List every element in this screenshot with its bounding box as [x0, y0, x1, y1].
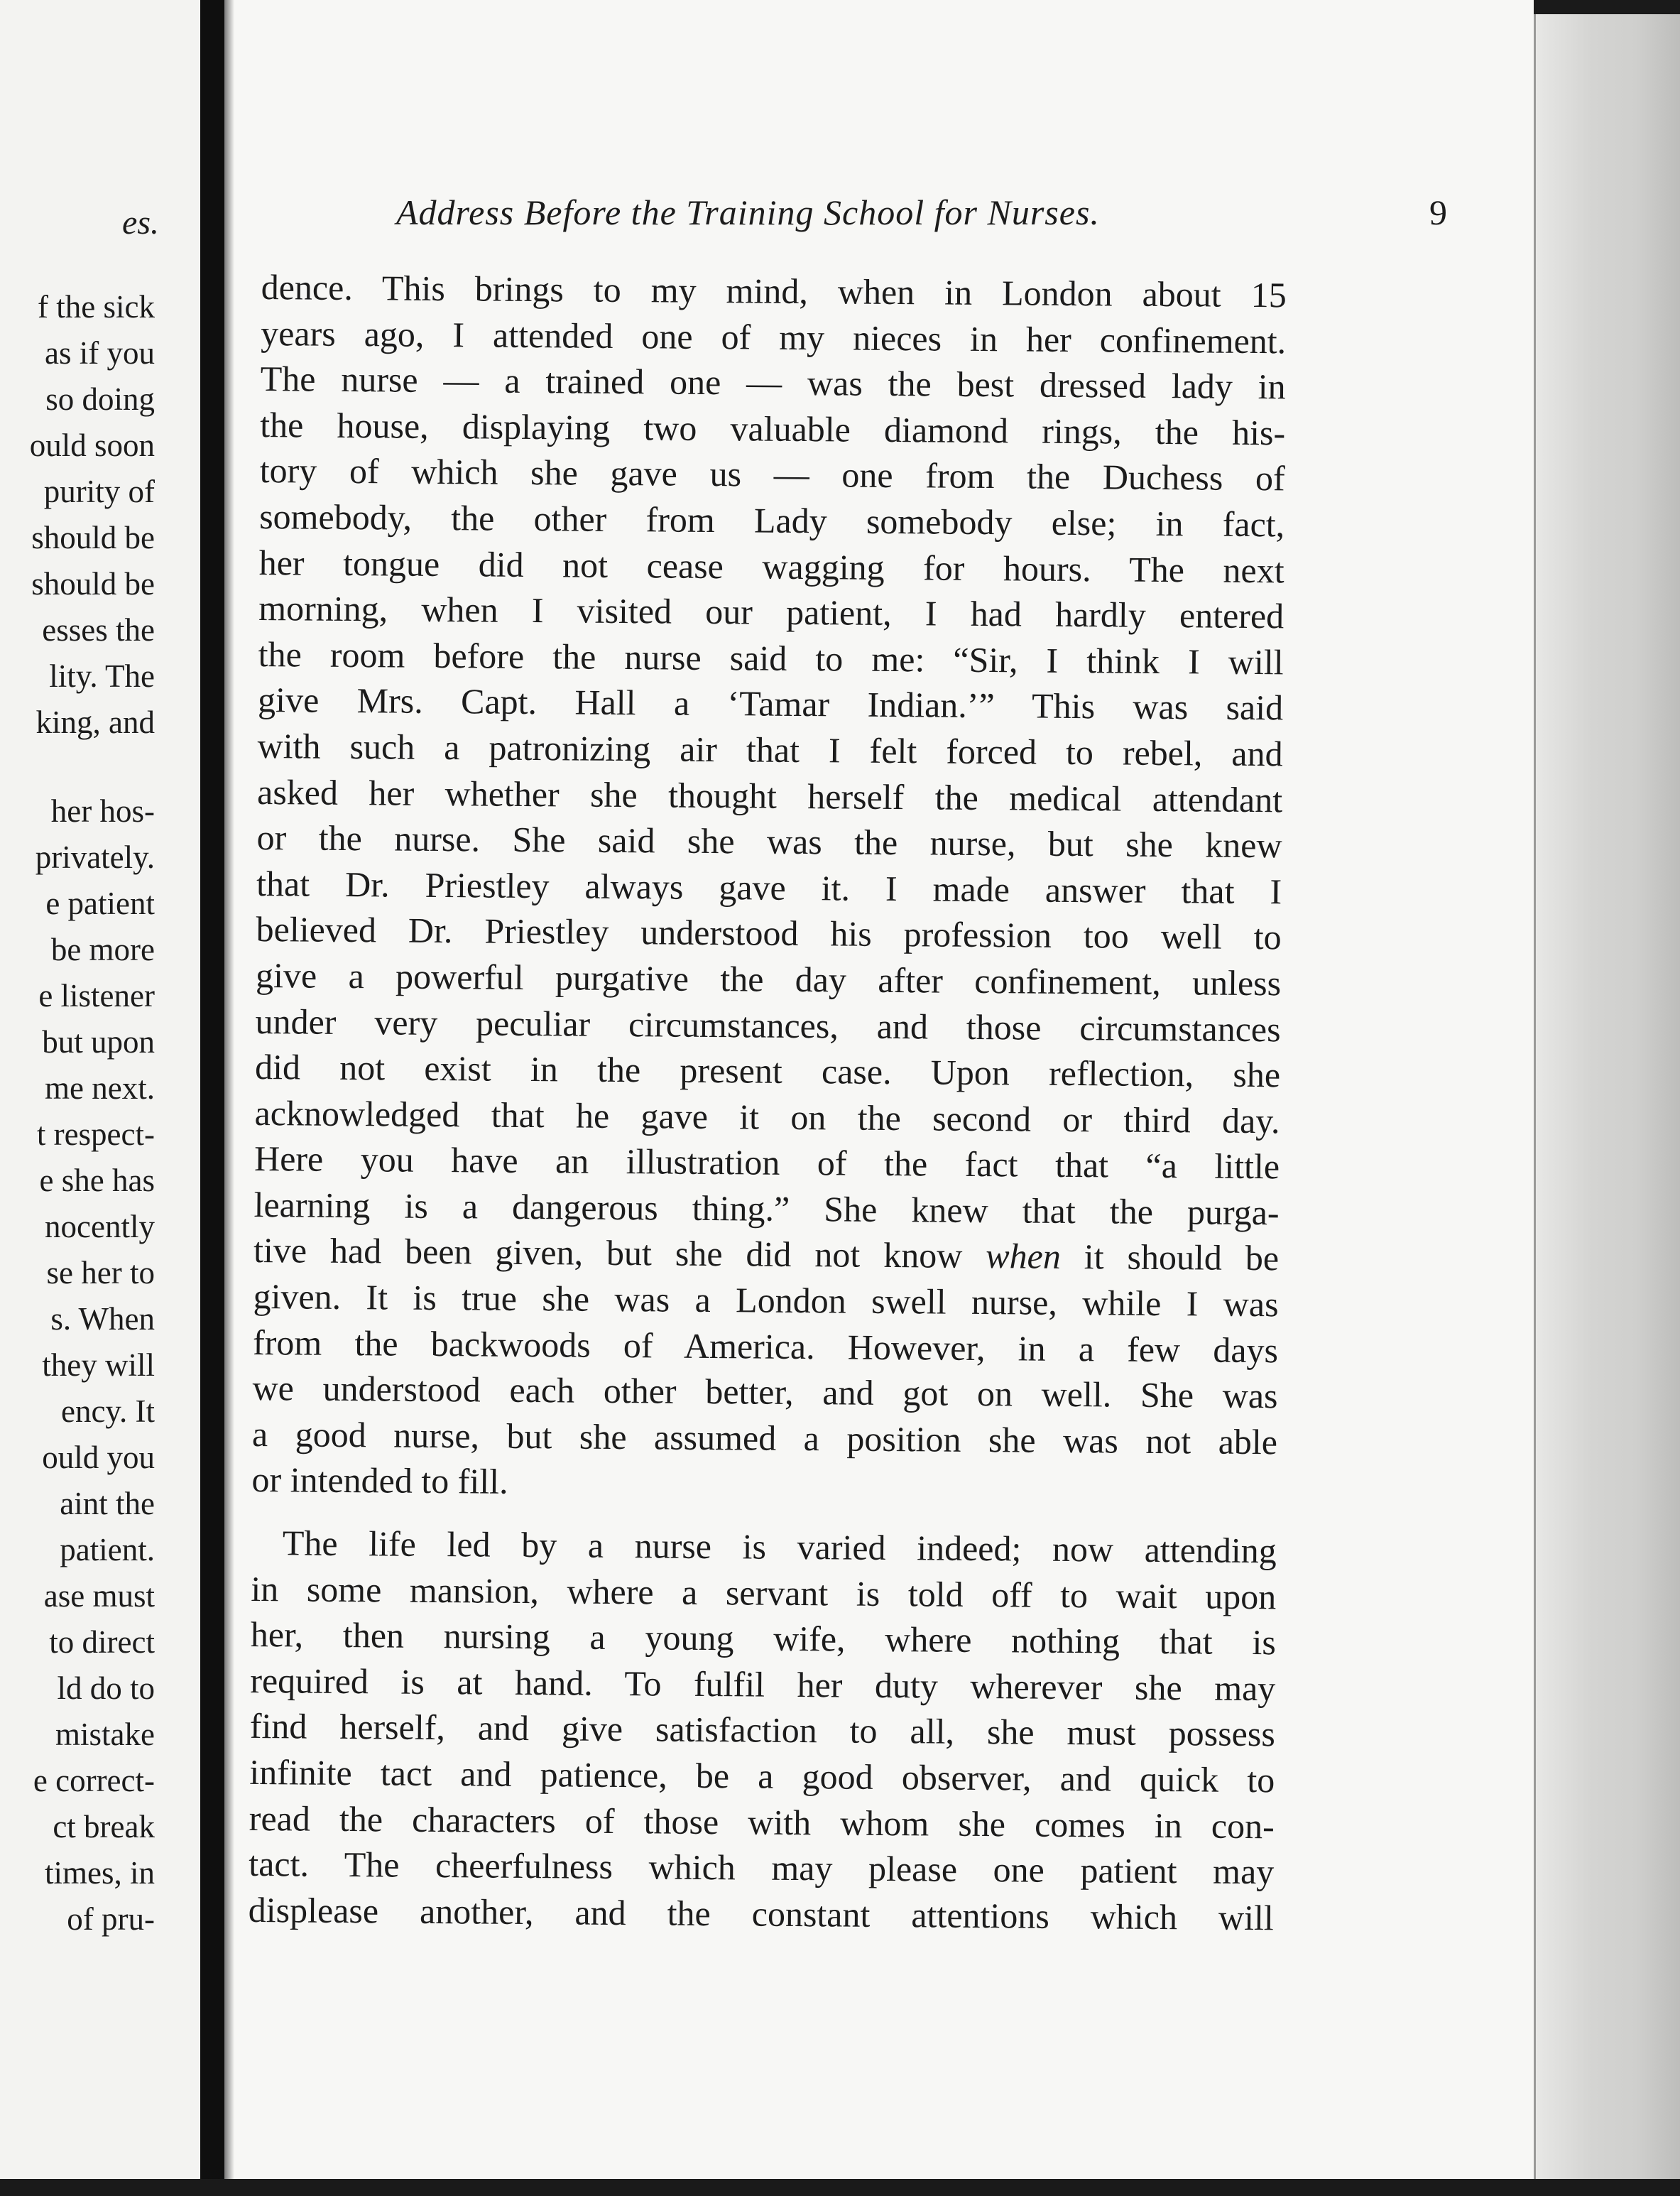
left-page-line: purity of [43, 474, 155, 509]
text-line: give a powerful purgative the day after confinement, unless [255, 955, 1282, 1004]
scan-border-top [1534, 0, 1680, 14]
text-line: required is at hand. To fulfil her duty wherever she may [250, 1660, 1276, 1709]
left-page-line: e listener [38, 978, 155, 1013]
left-page-line: e correct- [33, 1763, 155, 1798]
text-line: The nurse — a trained one — was the best dressed lady in [260, 359, 1286, 407]
left-page-line: be more [50, 932, 155, 967]
right-page [234, 0, 1534, 2196]
left-page-line: ase must [43, 1578, 155, 1614]
text-line: morning, when I visited our patient, I had hardly entered [258, 588, 1284, 636]
text-line: acknowledged that he gave it on the second or third day. [254, 1092, 1280, 1141]
text-line: displease another, and the constant attentions which will [248, 1889, 1274, 1938]
left-page-line: ct break [53, 1809, 155, 1844]
left-page-line: as if you [45, 335, 155, 371]
page-edges [1534, 0, 1680, 2196]
text-line: her tongue did not cease wagging for hours. The next [258, 542, 1284, 590]
text-line: in some mansion, where a servant is told off to wait upon [251, 1568, 1277, 1616]
text-line: tive had been given, but she did not know when it should be [253, 1230, 1280, 1278]
text-line: read the characters of those with whom she comes in con- [249, 1798, 1275, 1846]
text-line: with such a patronizing air that I felt forced to rebel, and [257, 725, 1283, 774]
text-line: tory of which she gave us — one from the Duchess of [259, 450, 1285, 499]
text-line: did not exist in the present case. Upon reflection, she [254, 1047, 1281, 1095]
left-page-line: of pru- [67, 1901, 155, 1937]
left-page-line: they will [42, 1347, 155, 1383]
left-page-text [30, 284, 155, 1942]
left-page-line: should be [31, 566, 155, 602]
paragraph-1 [251, 264, 1287, 1511]
paragraph-2 [249, 1520, 1277, 1941]
left-page-line: times, in [45, 1855, 155, 1891]
text-line: The life led by a nurse is varied indeed; now attending [282, 1523, 1277, 1571]
left-page-line: ould you [42, 1440, 155, 1475]
text-line: that Dr. Priestley always gave it. I made answer that I [256, 863, 1282, 912]
text-line: believed Dr. Priestley understood his profession too well to [256, 909, 1282, 957]
left-page-line: aint the [60, 1486, 155, 1521]
text-line: tact. The cheerfulness which may please one patient may [249, 1844, 1275, 1892]
page-edge-line [1534, 0, 1536, 2196]
text-line: or intended to fill. [251, 1460, 508, 1502]
text-line: infinite tact and patience, be a good observer, and quick to [249, 1751, 1275, 1800]
text-line: dence. This brings to my mind, when in London about 15 [261, 266, 1287, 315]
left-page-line: should be [31, 520, 155, 555]
text-line: the room before the nurse said to me: “Sir, I think I will [258, 634, 1284, 683]
left-page-line: patient. [60, 1532, 155, 1567]
binding-gutter [200, 0, 224, 2196]
left-page-line: esses the [42, 612, 155, 648]
text-line: given. It is true she was a London swell nurse, while I was [253, 1276, 1279, 1325]
left-page-line: e patient [45, 886, 155, 921]
body-text [249, 264, 1287, 1941]
left-page-line: to direct [49, 1624, 155, 1660]
text-line: or the nurse. She said she was the nurse, but she knew [256, 817, 1282, 866]
left-running-head: es. [122, 204, 159, 241]
page-number: 9 [1429, 192, 1447, 232]
text-line: learning is a dangerous thing.” She knew that the purga- [253, 1184, 1280, 1233]
left-page-line: ency. It [60, 1393, 155, 1429]
left-page-line: privately. [35, 839, 155, 875]
left-page-line: her hos- [50, 793, 155, 829]
left-page-line: king, and [36, 705, 155, 740]
left-page-line: se her to [46, 1255, 155, 1290]
left-page-line: e she has [39, 1163, 155, 1198]
text-line: under very peculiar circumstances, and those circumstances [255, 1001, 1281, 1049]
text-line: Here you have an illustration of the fact that “a little [253, 1138, 1280, 1187]
left-page-line: ld do to [57, 1670, 155, 1706]
left-page-line: lity. The [49, 658, 155, 694]
left-page-line: ould soon [29, 428, 155, 463]
left-facing-page [0, 0, 200, 2196]
emphasis: when [986, 1236, 1062, 1277]
text-line: find herself, and give satisfaction to all, she must possess [249, 1706, 1276, 1754]
text-line: from the backwoods of America. However, in a few days [252, 1322, 1279, 1370]
left-page-line: nocently [45, 1209, 155, 1244]
text-line: the house, displaying two valuable diamond rings, the his- [260, 404, 1286, 453]
text-line: her, then nursing a young wife, where nothing that is [250, 1614, 1277, 1663]
running-title: Address Before the Training School for Nurses. [396, 192, 1100, 232]
text-line: a good nurse, but she assumed a position she was not able [251, 1413, 1278, 1462]
gutter-shadow [224, 0, 234, 2196]
text-line: asked her whether she thought herself the medical attendant [256, 771, 1283, 820]
left-page-line: so doing [45, 381, 155, 417]
text-line: years ago, I attended one of my nieces in her confinement. [261, 312, 1287, 361]
scan-border-bottom [0, 2179, 1680, 2196]
left-page-line: t respect- [36, 1116, 155, 1152]
left-page-line: mistake [55, 1717, 155, 1752]
text-line: we understood each other better, and got on well. She was [252, 1368, 1278, 1416]
left-page-line: but upon [42, 1024, 155, 1060]
text-line: give Mrs. Capt. Hall a ‘Tamar Indian.’” This was said [257, 680, 1284, 728]
left-page-line: me next. [45, 1070, 155, 1106]
left-page-line: f the sick [38, 289, 155, 325]
left-page-line: s. When [50, 1301, 155, 1337]
running-head [396, 192, 1447, 241]
text-line: somebody, the other from Lady somebody else; in fact, [258, 496, 1285, 545]
